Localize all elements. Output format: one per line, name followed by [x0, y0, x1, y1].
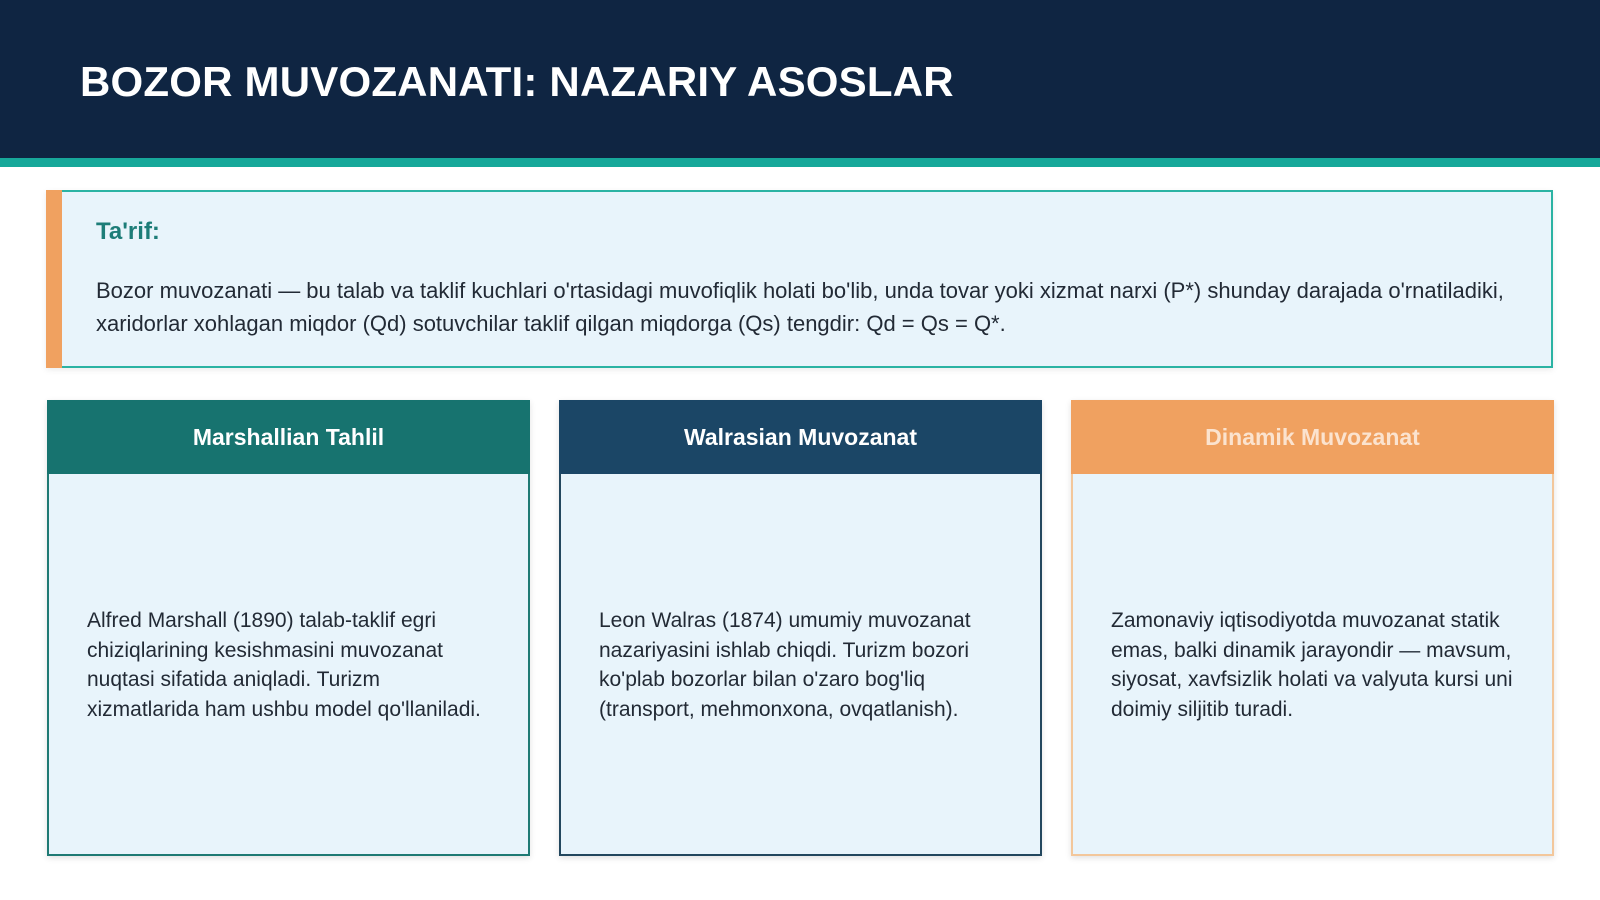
card-walrasian-body — [599, 474, 1004, 856]
card-walrasian-text: Leon Walras (1874) umumiy muvozanat nazariyasini ishlab chiqdi. Turizm bozori ko'plab bozorlar bilan o'zaro bog'liq (transport, mehmonxona, ovqatlanish). — [599, 609, 971, 721]
definition-label: Ta'rif: — [96, 218, 160, 245]
definition-accent-bar — [46, 190, 62, 368]
page-title: BOZOR MUVOZANATI: NAZARIY ASOSLAR — [80, 58, 954, 105]
card-marshallian-text: Alfred Marshall (1890) talab-taklif egri chiziqlarining kesishmasini muvozanat nuqtasi sifatida aniqladi. Turizm xizmatlarida ham ushbu model qo'llaniladi. — [87, 609, 481, 721]
header-accent-stripe — [0, 158, 1600, 167]
card-marshallian-title: Marshallian Tahlil — [47, 400, 530, 474]
definition-text: Bozor muvozanati — bu talab va taklif kuchlari o'rtasidagi muvofiqlik holati bo'lib, unda tovar yoki xizmat narxi (P*) shunday darajada o'rnatiladiki, xaridorlar xohlagan miqdor (Qd) sotuvchilar taklif qilgan miqdorga (Qs) tengdir: Qd = Qs = Q*. — [96, 278, 1504, 336]
card-marshallian-body — [87, 474, 492, 856]
card-dynamic-title: Dinamik Muvozanat — [1071, 400, 1554, 474]
title-bar — [0, 0, 1600, 158]
card-walrasian — [559, 400, 1042, 856]
card-marshallian — [47, 400, 530, 856]
card-dynamic-body — [1111, 474, 1516, 856]
card-walrasian-title: Walrasian Muvozanat — [559, 400, 1042, 474]
definition-box — [46, 190, 1553, 368]
card-dynamic — [1071, 400, 1554, 856]
card-dynamic-text: Zamonaviy iqtisodiyotda muvozanat statik emas, balki dinamik jarayondir — mavsum, siyosat, xavfsizlik holati va valyuta kursi uni doimiy siljitib turadi. — [1111, 609, 1513, 721]
